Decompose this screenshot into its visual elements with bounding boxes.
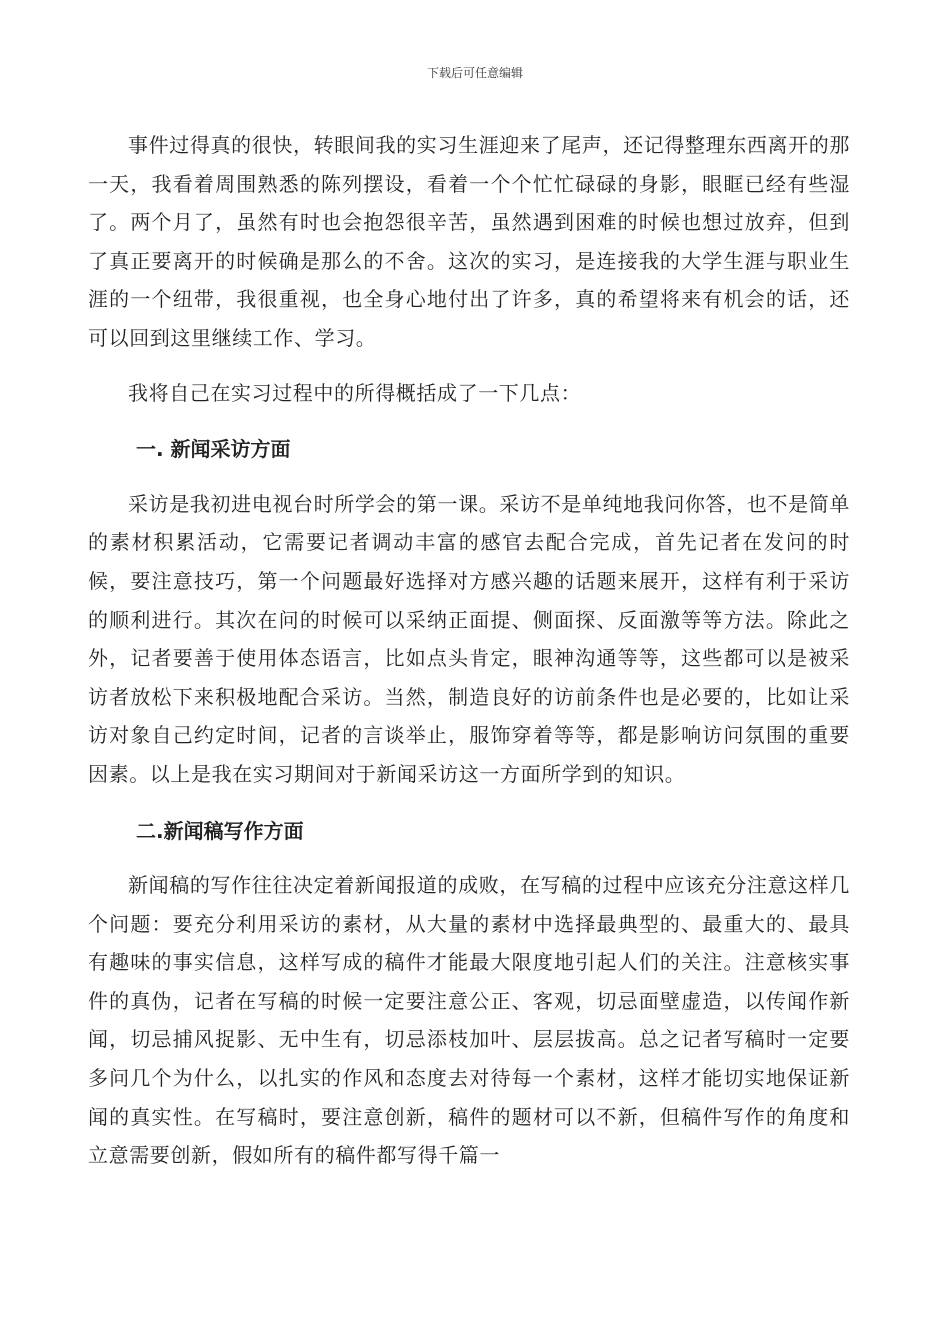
paragraph-writing: 新闻稿的写作往往决定着新闻报道的成败，在写稿的过程中应该充分注意这样几个问题：要充分利用采访的素材，从大量的素材中选择最典型的、最重大的、最具有趣味的事实信息，这样写成的稿件才能最大限度地引起人们的关注。注意核实事件的真伪，记者在写稿的时候一定要注意公正、客观，切忌面壁虚造，以传闻作新闻，切忌捕风捉影、无中生有，切忌添枝加叶、层层拔高。总之记者写稿时一定要多问几个为什么，以扎实的作风和态度去对待每一个素材，这样才能切实地保证新闻的真实性。在写稿时，要注意创新，稿件的题材可以不新，但稿件写作的角度和立意需要创新，假如所有的稿件都写得千篇一: [88, 873, 850, 1168]
paragraph-interview: 采访是我初进电视台时所学会的第一课。采访不是单纯地我问你答，也不是简单的素材积累活动，它需要记者调动丰富的感官去配合完成，首先记者在发问的时候，要注意技巧，第一个问题最好选择对方感兴趣的话题来展开，这样有利于采访的顺利进行。其次在问的时候可以采纳正面提、侧面探、反面激等等方法。除此之外，记者要善于使用体态语言，比如点头肯定，眼神沟通等等，这些都可以是被采访者放松下来积极地配合采访。当然，制造良好的访前条件也是必要的，比如让采访对象自己约定时间，记者的言谈举止，服饰穿着等等，都是影响访问氛围的重要因素。以上是我在实习期间对于新闻采访这一方面所学到的知识。: [88, 491, 850, 786]
page-header: 下载后可任意编辑: [426, 66, 523, 80]
paragraph-summary-intro: 我将自己在实习过程中的所得概括成了一下几点：: [128, 380, 582, 405]
section-heading-interview: 一. 新闻采访方面: [136, 437, 291, 462]
paragraph-internship-ending: 事件过得真的很快，转眼间我的实习生涯迎来了尾声，还记得整理东西离开的那一天，我看着周围熟悉的陈列摆设，看着一个个忙忙碌碌的身影，眼眶已经有些湿了。两个月了，虽然有时也会抱怨很辛苦，虽然遇到困难的时候也想过放弃，但到了真正要离开的时候确是那么的不舍。这次的实习，是连接我的大学生涯与职业生涯的一个纽带，我很重视，也全身心地付出了许多，真的希望将来有机会的话，还可以回到这里继续工作、学习。: [88, 133, 850, 350]
document-body: [88, 126, 850, 1175]
section-heading-writing: 二.新闻稿写作方面: [136, 818, 304, 843]
